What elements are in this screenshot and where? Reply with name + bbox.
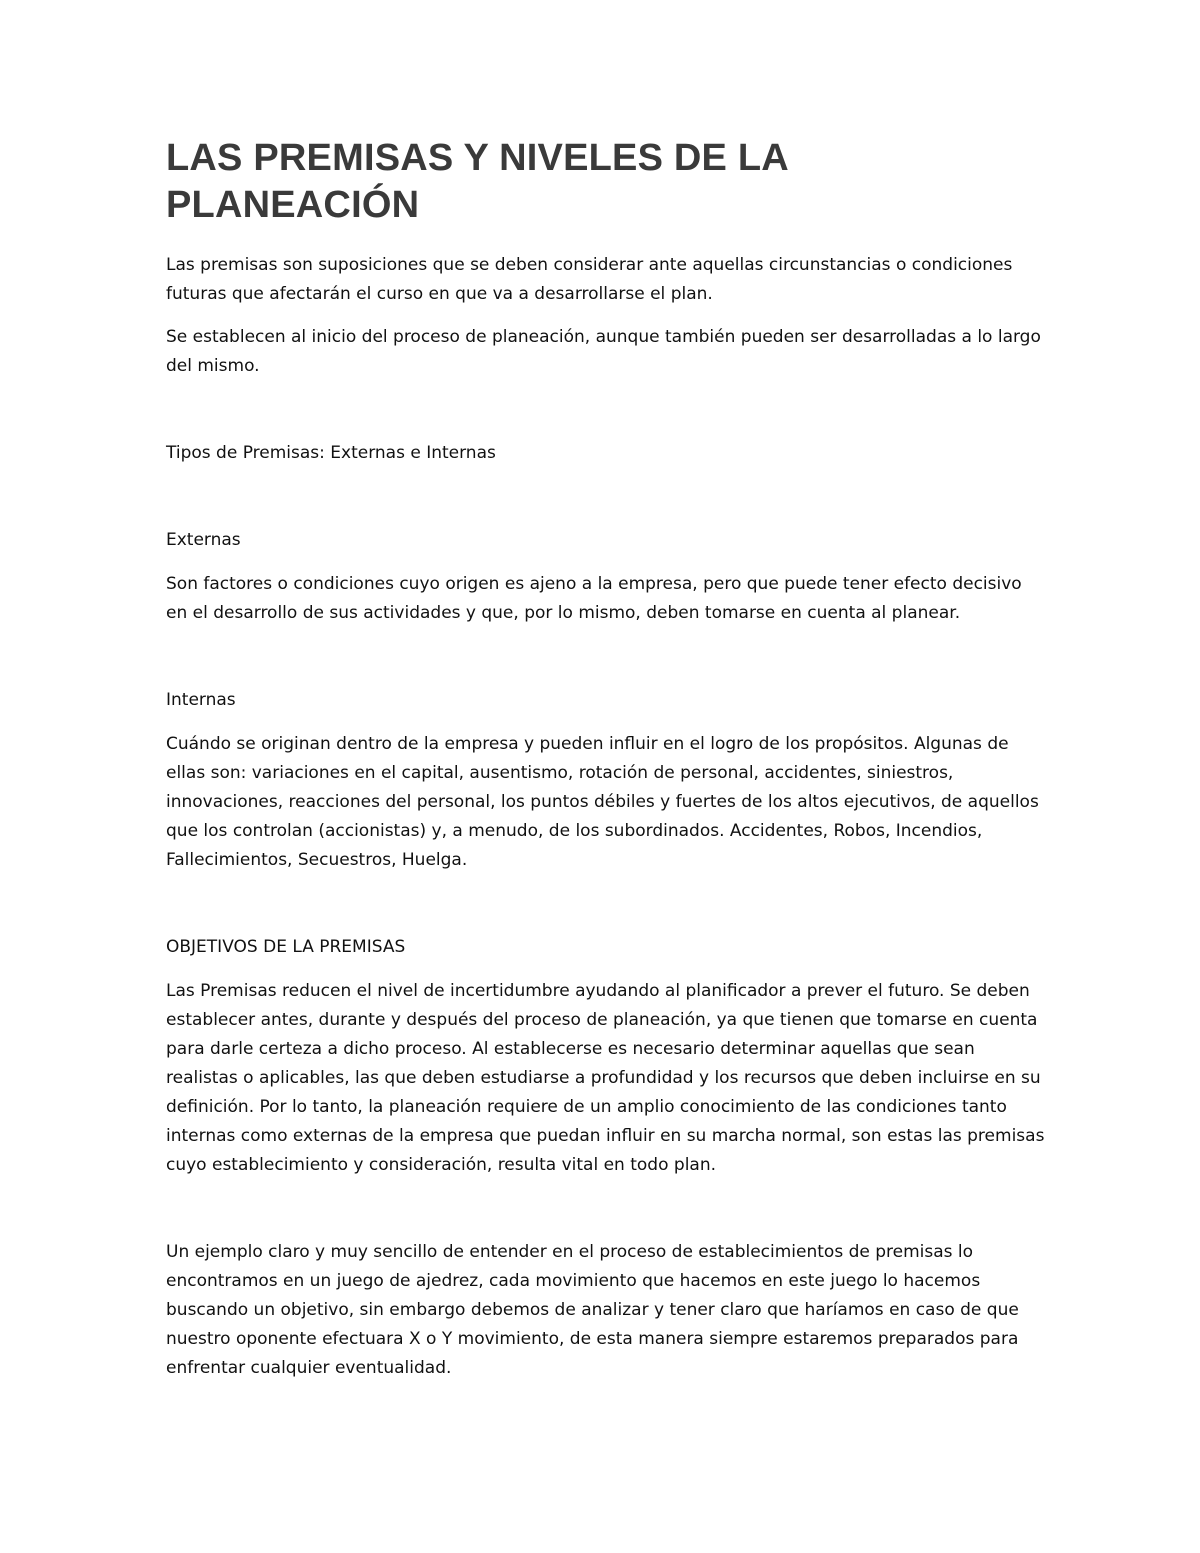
paragraph-premisas-definicion: Las premisas son suposiciones que se deben considerar ante aquellas circunstancias o condiciones futuras que afectarán el curso en que va a desarrollarse el plan. xyxy=(166,255,1013,304)
section-heading-internas: Internas xyxy=(166,690,236,710)
paragraph-ejemplo-ajedrez: Un ejemplo claro y muy sencillo de entender en el proceso de establecimientos de premisas lo encontramos en un juego de ajedrez, cada movimiento que hacemos en este juego lo hacemos buscando un objetivo, sin embargo debemos de analizar y tener claro que haríamos en caso de que nuestro oponente efectuara X o Y movimiento, de esta manera siempre estaremos preparados para enfrentar cualquier eventualidad. xyxy=(166,1242,1019,1378)
section-heading-externas: Externas xyxy=(166,530,241,550)
paragraph-objetivos: Las Premisas reducen el nivel de incertidumbre ayudando al planificador a prever el futuro. Se deben establecer antes, durante y después del proceso de planeación, ya que tienen que tomarse en cuenta para darle certeza a dicho proceso. Al establecerse es necesario determinar aquellas que sean realistas o aplicables, las que deben estudiarse a profundidad y los recursos que deben incluirse en su definición. Por lo tanto, la planeación requiere de un amplio conocimiento de las condiciones tanto internas como externas de la empresa que puedan influir en su marcha normal, son estas las premisas cuyo establecimiento y consideración, resulta vital en todo plan. xyxy=(166,981,1045,1175)
paragraph-externas: Son factores o condiciones cuyo origen es ajeno a la empresa, pero que puede tener efecto decisivo en el desarrollo de sus actividades y que, por lo mismo, deben tomarse en cuenta al planear. xyxy=(166,574,1022,623)
paragraph-internas: Cuándo se originan dentro de la empresa y pueden influir en el logro de los propósitos. Algunas de ellas son: variaciones en el capital, ausentismo, rotación de personal, accidentes, siniestros, innovaciones, reacciones del personal, los puntos débiles y fuertes de los altos ejecutivos, de aquellos que los controlan (accionistas) y, a menudo, de los subordinados. Accidentes, Robos, Incendios, Fallecimientos, Secuestros, Huelga. xyxy=(166,734,1039,870)
section-heading-tipos: Tipos de Premisas: Externas e Internas xyxy=(166,443,496,463)
paragraph-establecimiento: Se establecen al inicio del proceso de planeación, aunque también pueden ser desarrolladas a lo largo del mismo. xyxy=(166,327,1041,376)
section-heading-objetivos: OBJETIVOS DE LA PREMISAS xyxy=(166,937,406,957)
document-title: LAS PREMISAS Y NIVELES DE LA PLANEACIÓN xyxy=(166,137,788,226)
document-page xyxy=(166,135,1046,1383)
